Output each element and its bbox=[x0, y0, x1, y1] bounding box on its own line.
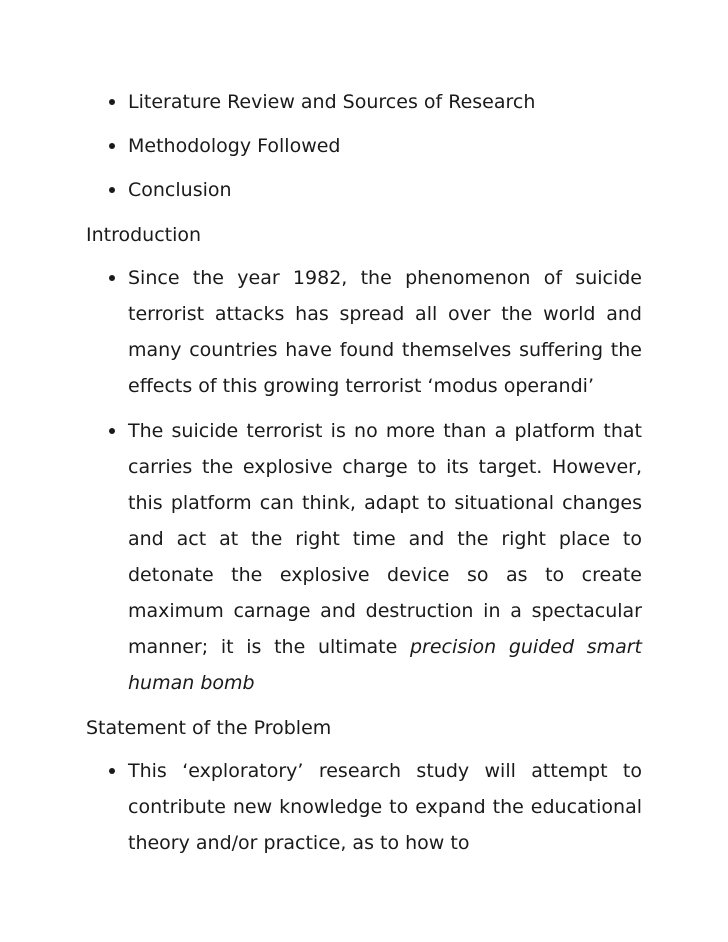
toc-list bbox=[86, 84, 642, 208]
problem-list bbox=[86, 753, 642, 861]
list-item bbox=[86, 128, 642, 164]
emphasis-text: precision guided smart human bomb bbox=[128, 636, 643, 694]
list-item bbox=[86, 753, 642, 861]
section-heading-problem: Statement of the Problem bbox=[86, 717, 332, 739]
list-item bbox=[86, 172, 642, 208]
introduction-paragraph-2 bbox=[128, 413, 642, 701]
toc-item-conclusion: Conclusion bbox=[128, 179, 232, 201]
list-item bbox=[86, 260, 642, 404]
section-heading-introduction: Introduction bbox=[86, 224, 202, 246]
document-body bbox=[86, 84, 642, 870]
introduction-paragraph-2-text: The suicide terrorist is no more than a platform that carries the explosive charge to its target. However, this platform can think, adapt to situational changes and act at the right time and the right place to detonate the explosive device so as to create maximum carnage and destruction in a spectacular manner; it is the ultimate bbox=[128, 420, 642, 658]
introduction-paragraph-1: Since the year 1982, the phenomenon of suicide terrorist attacks has spread all over the world and many countries have found themselves suffering the effects of this growing terrorist ‘modus operandi’ bbox=[128, 267, 642, 397]
toc-item-methodology: Methodology Followed bbox=[128, 135, 341, 157]
problem-paragraph-1: This ‘exploratory’ research study will attempt to contribute new knowledge to expand the educational theory and/or practice, as to how to bbox=[128, 760, 642, 854]
introduction-list bbox=[86, 260, 642, 701]
toc-item-literature-review: Literature Review and Sources of Research bbox=[128, 91, 536, 113]
list-item bbox=[86, 84, 642, 120]
list-item bbox=[86, 413, 642, 701]
